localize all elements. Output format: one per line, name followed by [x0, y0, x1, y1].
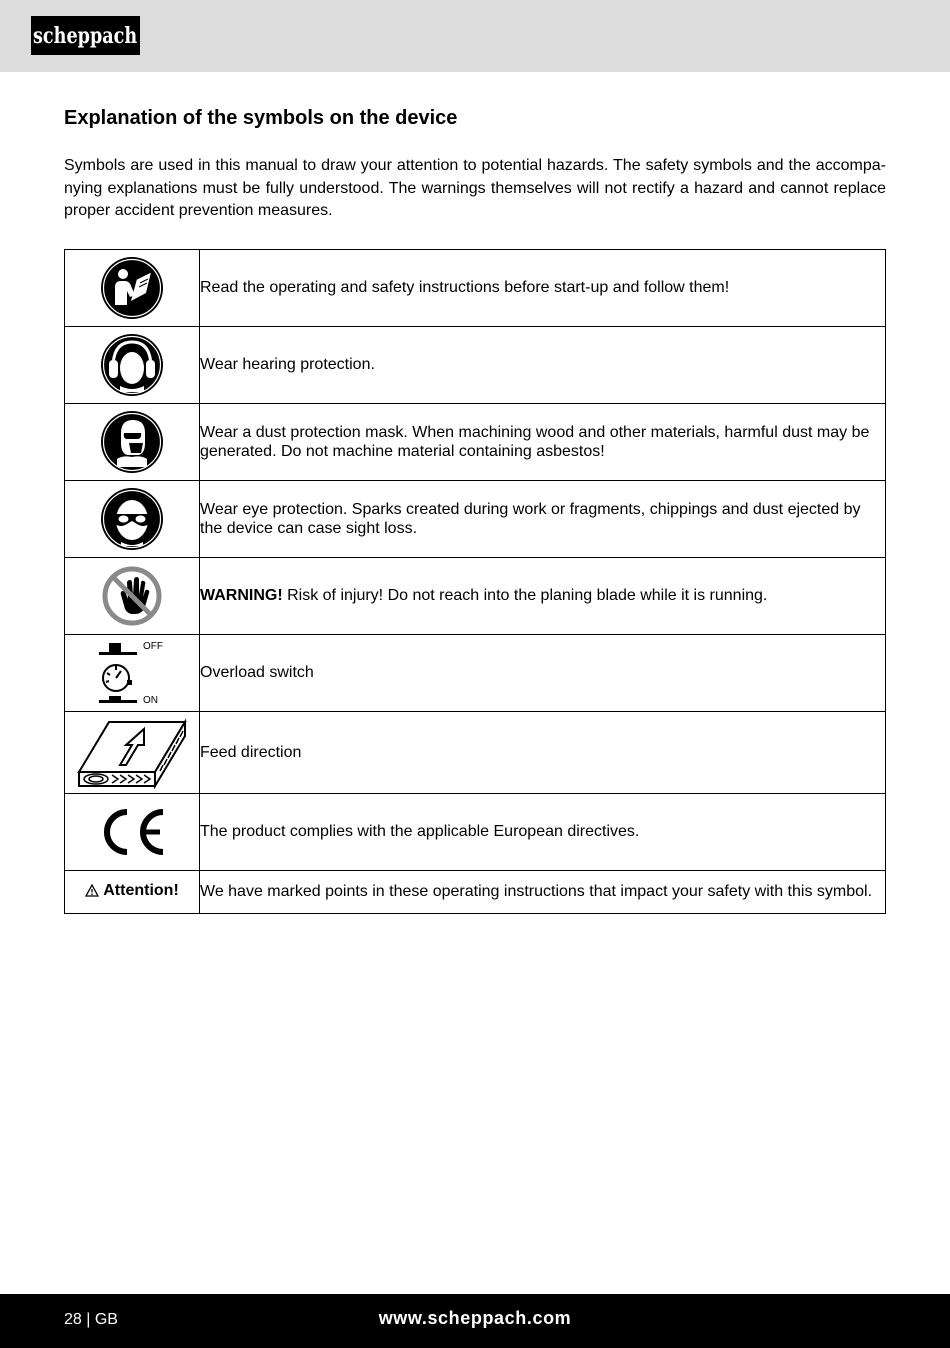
feed-direction-icon: [76, 717, 188, 789]
website-link[interactable]: www.scheppach.com: [378, 1308, 572, 1328]
table-row: [65, 871, 886, 914]
page-title: Explanation of the symbols on the device: [64, 107, 458, 129]
table-row: [65, 794, 886, 871]
table-row: [65, 404, 886, 481]
symbol-cell: [65, 871, 200, 914]
symbol-cell: [65, 712, 200, 794]
intro-paragraph: Symbols are used in this manual to draw your attention to potential hazards. The safety symbols and the accompa-nying explanations must be fully understood. The warnings themselves will not rectify a hazard and cannot replace proper accident prevention measures.: [64, 157, 886, 219]
read-manual-icon: [99, 255, 165, 321]
off-label: OFF: [143, 641, 163, 652]
no-hand-icon: [101, 565, 163, 627]
symbol-cell: [65, 327, 200, 404]
ce-mark-icon: [97, 807, 167, 857]
page-header: [0, 0, 950, 72]
symbol-description: Wear eye protection. Sparks created during work or fragments, chippings and dust ejected by the device can case sight loss.: [200, 481, 886, 558]
page-footer: [0, 1294, 950, 1348]
symbol-description: Feed direction: [200, 712, 886, 794]
scheppach-logo: scheppach: [31, 16, 140, 55]
symbol-cell: [65, 558, 200, 635]
symbol-cell: [65, 404, 200, 481]
symbol-description: Overload switch: [200, 635, 886, 712]
warning-triangle-icon: [85, 884, 99, 897]
symbol-description: [200, 558, 886, 635]
hearing-protection-icon: [99, 332, 165, 398]
symbol-description: Wear hearing protection.: [200, 327, 886, 404]
warning-label: WARNING!: [200, 587, 283, 605]
table-row: [65, 327, 886, 404]
table-row: [65, 635, 886, 712]
symbol-cell: [65, 635, 200, 712]
symbol-description: We have marked points in these operating instructions that impact your safety with this symbol.: [200, 871, 886, 914]
table-row: [65, 712, 886, 794]
attention-label: [85, 882, 179, 900]
table-row: [65, 250, 886, 327]
page-number: 28 | GB: [64, 1311, 118, 1328]
table-row: [65, 558, 886, 635]
dust-mask-icon: [99, 409, 165, 475]
on-label: ON: [143, 695, 158, 706]
eye-protection-icon: [99, 486, 165, 552]
symbol-cell: [65, 481, 200, 558]
symbol-description: The product complies with the applicable European directives.: [200, 794, 886, 871]
symbol-cell: [65, 794, 200, 871]
symbol-description: Wear a dust protection mask. When machining wood and other materials, harmful dust may be generated. Do not machine material containing asbestos!: [200, 404, 886, 481]
symbol-description: Read the operating and safety instructions before start-up and follow them!: [200, 250, 886, 327]
attention-text: Attention!: [103, 881, 179, 899]
symbol-cell: [65, 250, 200, 327]
warning-text: Risk of injury! Do not reach into the planing blade while it is running.: [282, 587, 768, 605]
symbols-table: [64, 249, 886, 914]
table-row: [65, 481, 886, 558]
